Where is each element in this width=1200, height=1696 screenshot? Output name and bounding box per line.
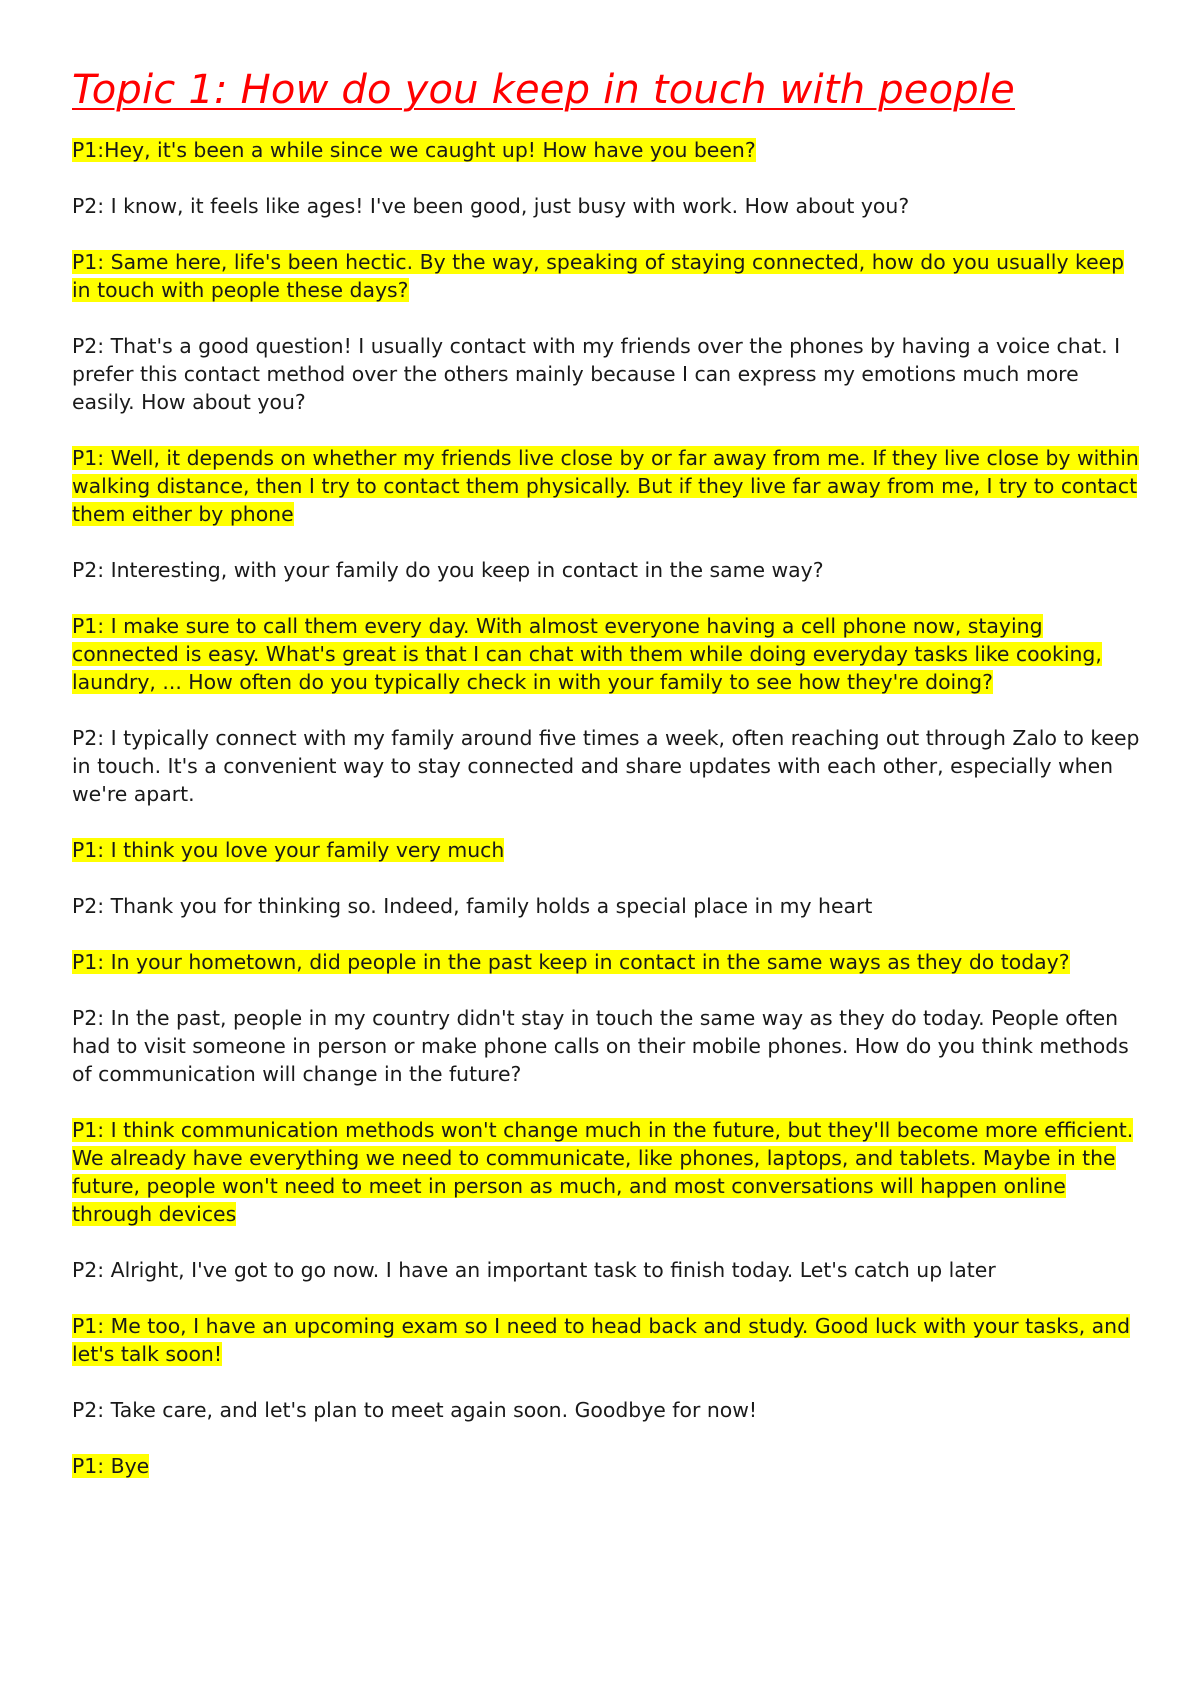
dialogue-text: P1: Same here, life's been hectic. By the way, speaking of staying connected, how do you usually keep in touch with people these days?: [72, 250, 1125, 302]
document-page: [72, 64, 1142, 1508]
dialogue-line-p1: [72, 948, 1142, 976]
dialogue-text: P2: Thank you for thinking so. Indeed, family holds a special place in my heart: [72, 894, 873, 918]
dialogue-text: P1: I think you love your family very much: [72, 838, 505, 862]
dialogue-line-p1: [72, 136, 1142, 164]
dialogue-text: P2: In the past, people in my country didn't stay in touch the same way as they do today. People often had to visit someone in person or make phone calls on their mobile phones. How do you think methods of communication will change in the future?: [72, 1006, 1129, 1086]
dialogue-line-p2: [72, 1004, 1142, 1088]
dialogue-line-p2: [72, 724, 1142, 808]
dialogue-line-p1: [72, 836, 1142, 864]
dialogue-text: P1: Me too, I have an upcoming exam so I need to head back and study. Good luck with your tasks, and let's talk soon!: [72, 1314, 1131, 1366]
dialogue-line-p1: [72, 1312, 1142, 1368]
dialogue-text: P1: I think communication methods won't change much in the future, but they'll become more efficient. We already have everything we need to communicate, like phones, laptops, and tablets. Maybe in the future, people won't need to meet in person as much, and most conversations will happen online through devices: [72, 1118, 1134, 1226]
document-title: Topic 1: How do you keep in touch with people: [72, 67, 1015, 113]
dialogue-line-p2: [72, 556, 1142, 584]
dialogue-text: P2: I know, it feels like ages! I've been good, just busy with work. How about you?: [72, 194, 910, 218]
dialogue-text: P1:Hey, it's been a while since we caught up! How have you been?: [72, 138, 756, 162]
dialogue-line-p2: [72, 892, 1142, 920]
dialogue-line-p2: [72, 1396, 1142, 1424]
dialogue-line-p2: [72, 332, 1142, 416]
dialogue-line-p2: [72, 192, 1142, 220]
dialogue-text: P2: Alright, I've got to go now. I have an important task to finish today. Let's catch up later: [72, 1258, 996, 1282]
dialogue-text: P2: I typically connect with my family around five times a week, often reaching out through Zalo to keep in touch. It's a convenient way to stay connected and share updates with each other, especially when we're apart.: [72, 726, 1140, 806]
dialogue-text: P2: Interesting, with your family do you keep in contact in the same way?: [72, 558, 824, 582]
dialogue-text: P1: In your hometown, did people in the past keep in contact in the same ways as they do today?: [72, 950, 1070, 974]
dialogue-text: P1: Bye: [72, 1454, 150, 1478]
dialogue-line-p1: [72, 612, 1142, 696]
dialogue-text: P2: Take care, and let's plan to meet again soon. Goodbye for now!: [72, 1398, 758, 1422]
dialogue-text: P2: That's a good question! I usually contact with my friends over the phones by having a voice chat. I prefer this contact method over the others mainly because I can express my emotions much more easily. How about you?: [72, 334, 1121, 414]
dialogue-line-p1: [72, 444, 1142, 528]
dialogue-line-p1: [72, 1452, 1142, 1480]
dialogue-text: P1: I make sure to call them every day. With almost everyone having a cell phone now, staying connected is easy. What's great is that I can chat with them while doing everyday tasks like cooking, laundry, ... How often do you typically check in with your family to see how they're doing?: [72, 614, 1102, 694]
dialogue-line-p1: [72, 1116, 1142, 1228]
dialogue-text: P1: Well, it depends on whether my friends live close by or far away from me. If they live close by within walking distance, then I try to contact them physically. But if they live far away from me, I try to contact them either by phone: [72, 446, 1139, 526]
dialogue-line-p1: [72, 248, 1142, 304]
dialogue-line-p2: [72, 1256, 1142, 1284]
